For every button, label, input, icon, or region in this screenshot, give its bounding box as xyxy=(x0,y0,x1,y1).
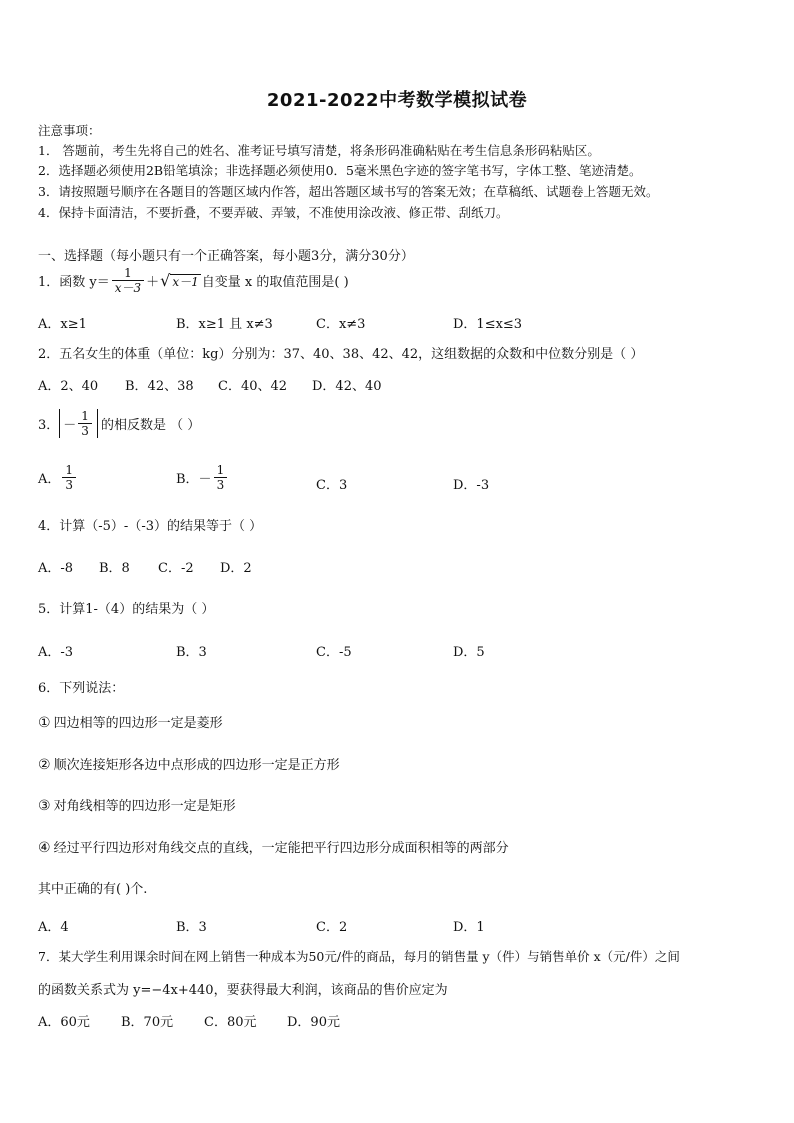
q1-suffix: 自变量 x 的取值范围是( ) xyxy=(201,275,349,290)
q3-suffix: 的相反数是 （ ） xyxy=(100,418,201,433)
notice-item-2: 2．选择题必须使用2B铅笔填涂；非选择题必须使用0．5毫米黑色字迹的签字笔书写，字体工整、笔迹清楚。 xyxy=(38,163,642,178)
q3-option-a xyxy=(38,463,78,492)
q3-option-a-num: 1 xyxy=(65,463,74,477)
q1-sqrt-body: x－1 xyxy=(172,274,199,289)
q3-abs-value xyxy=(59,409,98,438)
q3-option-d: D．-3 xyxy=(453,478,490,493)
circled-three-icon: ③ xyxy=(38,798,51,814)
q6-ask: 其中正确的有( )个. xyxy=(38,882,148,897)
q6-statement-3-text: 对角线相等的四边形一定是矩形 xyxy=(53,799,236,814)
q6-option-b: B．3 xyxy=(176,920,207,935)
q1-option-c: C．x≠3 xyxy=(316,317,366,332)
q3-option-a-fraction xyxy=(62,463,76,492)
q1-frac-den: x－3 xyxy=(112,280,144,295)
q3-option-a-den: 3 xyxy=(62,477,76,492)
circled-four-icon: ④ xyxy=(38,840,51,856)
q6-statement-2-text: 顺次连接矩形各边中点形成的四边形一定是正方形 xyxy=(53,758,340,773)
question-5: 5．计算1-（4）的结果为（ ） xyxy=(38,602,215,617)
q3-option-b-fraction xyxy=(214,463,228,492)
question-1 xyxy=(38,266,349,295)
q6-statement-1-text: 四边相等的四边形一定是菱形 xyxy=(53,716,223,731)
question-3 xyxy=(38,409,200,438)
q6-statement-2 xyxy=(38,754,340,773)
q4-option-a: A．-8 xyxy=(38,561,74,576)
page-title: 2021-2022中考数学模拟试卷 xyxy=(266,90,528,111)
q4-option-c: C．-2 xyxy=(158,561,194,576)
question-2: 2．五名女生的体重（单位：kg）分别为：37、40、38、42、42，这组数据的众数和中位数分别是（ ） xyxy=(38,347,644,362)
q3-abs-sign: － xyxy=(63,418,77,433)
q3-option-c: C．3 xyxy=(316,478,348,493)
q1-frac-num: 1 xyxy=(124,266,132,280)
q7-option-c: C．80元 xyxy=(204,1015,257,1030)
q7-option-d: D．90元 xyxy=(287,1015,340,1030)
q6-statement-3 xyxy=(38,795,236,814)
q2-option-a: A．2、40 xyxy=(38,379,99,394)
q3-option-b-den: 3 xyxy=(214,477,228,492)
q3-prefix: 3． xyxy=(38,418,60,433)
q2-option-c: C．40、42 xyxy=(218,379,288,394)
q3-option-b-num: 1 xyxy=(216,463,225,477)
q1-sqrt xyxy=(160,270,201,290)
notice-item-4: 4．保持卡面清洁，不要折叠，不要弄破、弄皱，不准使用涂改液、修正带、刮纸刀。 xyxy=(38,205,509,220)
q3-frac-num: 1 xyxy=(81,409,89,423)
q7-option-a: A．60元 xyxy=(38,1015,90,1030)
q2-option-b: B．42、38 xyxy=(125,379,194,394)
notice-item-3: 3．请按照题号顺序在各题目的答题区域内作答，超出答题区域书写的答案无效；在草稿纸、试题卷上答题无效。 xyxy=(38,184,659,199)
q1-fraction xyxy=(112,266,144,295)
q3-frac-den: 3 xyxy=(78,423,92,438)
question-6: 6．下列说法： xyxy=(38,681,125,696)
q1-option-d: D．1≤x≤3 xyxy=(453,317,523,332)
q5-option-c: C．-5 xyxy=(316,645,352,660)
q5-option-b: B．3 xyxy=(176,645,207,660)
q5-option-d: D．5 xyxy=(453,645,485,660)
q3-option-b xyxy=(176,463,229,492)
section-heading: 一、选择题（每小题只有一个正确答案，每小题3分，满分30分） xyxy=(38,249,414,264)
q1-plus: ＋ xyxy=(146,275,160,290)
q4-option-b: B．8 xyxy=(99,561,130,576)
notice-item-1: 1． 答题前，考生先将自己的姓名、准考证号填写清楚，将条形码准确粘贴在考生信息条形码粘贴区。 xyxy=(38,143,600,158)
q5-option-a: A．-3 xyxy=(38,645,74,660)
sqrt-icon: √ xyxy=(160,270,171,290)
q1-option-a: A．x≥1 xyxy=(38,317,87,332)
q6-statement-1 xyxy=(38,712,223,731)
q6-statement-4-text: 经过平行四边形对角线交点的直线，一定能把平行四边形分成面积相等的两部分 xyxy=(53,841,509,856)
q6-option-c: C．2 xyxy=(316,920,348,935)
q3-option-b-label: B．－ xyxy=(176,472,212,487)
q1-prefix: 1．函数 y＝ xyxy=(38,275,110,290)
q7-option-b: B．70元 xyxy=(121,1015,174,1030)
q6-statement-4 xyxy=(38,837,509,856)
q2-option-d: D．42、40 xyxy=(312,379,382,394)
question-7-line-1: 7．某大学生利用课余时间在网上销售一种成本为50元/件的商品，每月的销售量 y（件）与销售单价 x（元/件）之间 xyxy=(38,949,680,964)
question-4: 4．计算（-5）-（-3）的结果等于（ ） xyxy=(38,519,263,534)
q3-option-a-label: A． xyxy=(38,472,61,487)
question-7-line-2: 的函数关系式为 y=−4x+440，要获得最大利润，该商品的售价应定为 xyxy=(38,983,448,998)
circled-one-icon: ① xyxy=(38,715,51,731)
notice-heading: 注意事项： xyxy=(38,123,101,138)
q6-option-a: A．4 xyxy=(38,920,69,935)
q3-fraction xyxy=(78,409,92,438)
q1-option-b: B．x≥1 且 x≠3 xyxy=(176,317,273,332)
q6-option-d: D．1 xyxy=(453,920,485,935)
q4-option-d: D．2 xyxy=(220,561,252,576)
circled-two-icon: ② xyxy=(38,757,51,773)
